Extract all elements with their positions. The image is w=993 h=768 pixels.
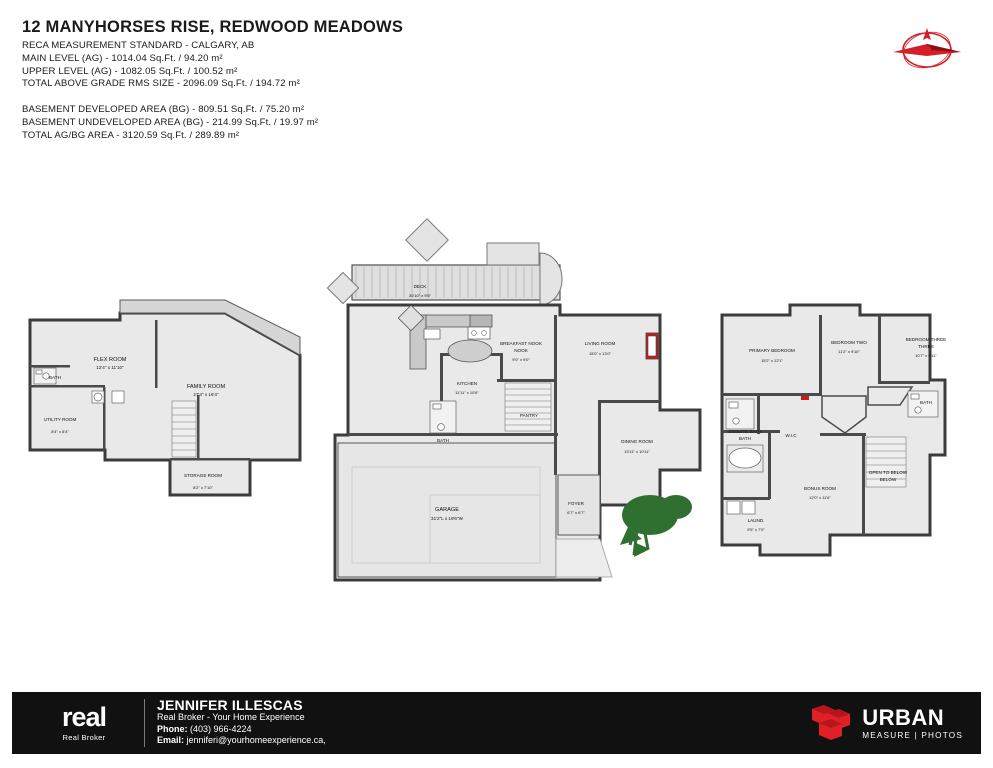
svg-text:BELOW: BELOW	[879, 477, 897, 482]
svg-text:BATH: BATH	[739, 436, 751, 441]
main-floor	[327, 219, 700, 580]
room-label: W.I.C	[785, 433, 797, 438]
footer-bar	[12, 692, 981, 754]
room-dims: 9'0" x 9'0"	[512, 357, 530, 362]
compass-icon	[891, 22, 963, 78]
spec-total-ag-bg: TOTAL AG/BG AREA - 3120.59 Sq.Ft. / 289.89 m²	[22, 129, 240, 141]
room-label: BEDROOM THREE	[905, 337, 947, 342]
room-dims: 12'4" x 11'10"	[96, 365, 124, 370]
vendor-subtitle: MEASURE | PHOTOS	[862, 730, 963, 740]
room-label: LAUND.	[747, 518, 765, 523]
room-dims: 30'10" x 9'5"	[409, 293, 431, 298]
svg-text:THREE: THREE	[918, 344, 934, 349]
room-label: KITCHEN	[456, 381, 478, 386]
page-title: 12 MANYHORSES RISE, REDWOOD MEADOWS	[22, 18, 404, 36]
room-label: BONUS ROOM	[804, 486, 836, 491]
vendor-logo	[809, 703, 981, 743]
agent-company: Real Broker - Your Home Experience	[157, 712, 305, 722]
room-dims: 11'11" x 10'6"	[455, 390, 479, 395]
room-dims: 15'2" x 12'1"	[761, 358, 783, 363]
room-dims: 31'2"L x 19'6"W	[431, 516, 463, 521]
room-dims: 13'11" x 10'11"	[624, 449, 650, 454]
upper-floor	[722, 305, 946, 555]
svg-text:NOOK: NOOK	[514, 348, 528, 353]
room-label: UTILITY ROOM	[43, 417, 77, 422]
room-label: FAMILY ROOM	[186, 384, 226, 390]
room-label: DECK	[413, 284, 427, 289]
room-label: GARAGE	[435, 507, 459, 513]
room-label: LIVING ROOM	[584, 341, 616, 346]
room-dims: 10'7" x 9'11"	[915, 353, 937, 358]
room-label: PRIMARY BEDROOM	[749, 348, 795, 353]
agent-phone-label: Phone:	[157, 723, 188, 734]
landscape-tree-icon	[620, 495, 692, 557]
room-dims: 8'2" x 7'10"	[193, 485, 213, 490]
footer-divider	[144, 699, 145, 747]
spec-basement-undeveloped: BASEMENT UNDEVELOPED AREA (BG) - 214.99 Sq.Ft. / 19.97 m²	[22, 116, 319, 128]
room-label: DINING ROOM	[621, 439, 653, 444]
agent-email-row	[157, 735, 326, 747]
room-dims: 27'4" x 16'4"	[193, 392, 219, 397]
vendor-text	[862, 704, 963, 740]
room-label: BATH	[49, 375, 61, 380]
header	[22, 18, 722, 143]
room-label: ENSUITE BATH	[728, 429, 762, 434]
agent-phone[interactable]: (403) 966-4224	[190, 723, 252, 734]
basement-floor	[30, 300, 300, 495]
room-dims: 8'4" x 8'4"	[51, 429, 69, 434]
room-label: OPEN TO BELOW	[868, 470, 908, 475]
brokerage-subtitle: Real Broker	[62, 733, 106, 742]
room-label: BEDROOM TWO	[831, 340, 867, 345]
room-dims: 9'5" x 7'0"	[747, 527, 765, 532]
agent-phone-row	[157, 724, 326, 736]
agent-email[interactable]: jenniferi@yourhomeexperience.ca,	[186, 735, 326, 745]
room-label: BATH	[920, 400, 932, 405]
measurement-standard: RECA MEASUREMENT STANDARD - CALGARY, AB	[22, 40, 255, 51]
floorplan-drawing	[0, 205, 993, 625]
room-dims: 12'0" x 11'6"	[809, 495, 831, 500]
agent-email-label: Email:	[157, 735, 185, 745]
room-label: BATH	[437, 438, 449, 443]
room-label: PANTRY	[519, 413, 539, 418]
spec-total-above-grade: TOTAL ABOVE GRADE RMS SIZE - 2096.09 Sq.Ft. / 194.72 m²	[22, 78, 300, 90]
room-dims: 15'0" x 13'0"	[589, 351, 611, 356]
room-label: FLEX ROOM	[93, 357, 127, 363]
agent-name: JENNIFER ILLESCAS	[157, 696, 303, 713]
spec-basement-developed: BASEMENT DEVELOPED AREA (BG) - 809.51 Sq.Ft. / 75.20 m²	[22, 104, 305, 116]
brokerage-name: real	[61, 702, 107, 732]
room-dims: 11'2" x 9'10"	[838, 349, 860, 354]
room-label: STORAGE ROOM	[184, 473, 222, 478]
room-label: BREAKFAST NOOK	[500, 341, 542, 346]
spec-main-level: MAIN LEVEL (AG) - 1014.04 Sq.Ft. / 94.20 m²	[22, 52, 223, 64]
spec-upper-level: UPPER LEVEL (AG) - 1082.05 Sq.Ft. / 100.52 m²	[22, 65, 238, 77]
agent-info	[157, 696, 326, 747]
brokerage-logo	[12, 704, 144, 742]
urban-cube-icon	[809, 703, 853, 743]
vendor-name: URBAN	[862, 704, 945, 730]
room-dims: 6'7" x 6'7"	[567, 510, 585, 515]
room-label: FOYER	[568, 501, 584, 506]
